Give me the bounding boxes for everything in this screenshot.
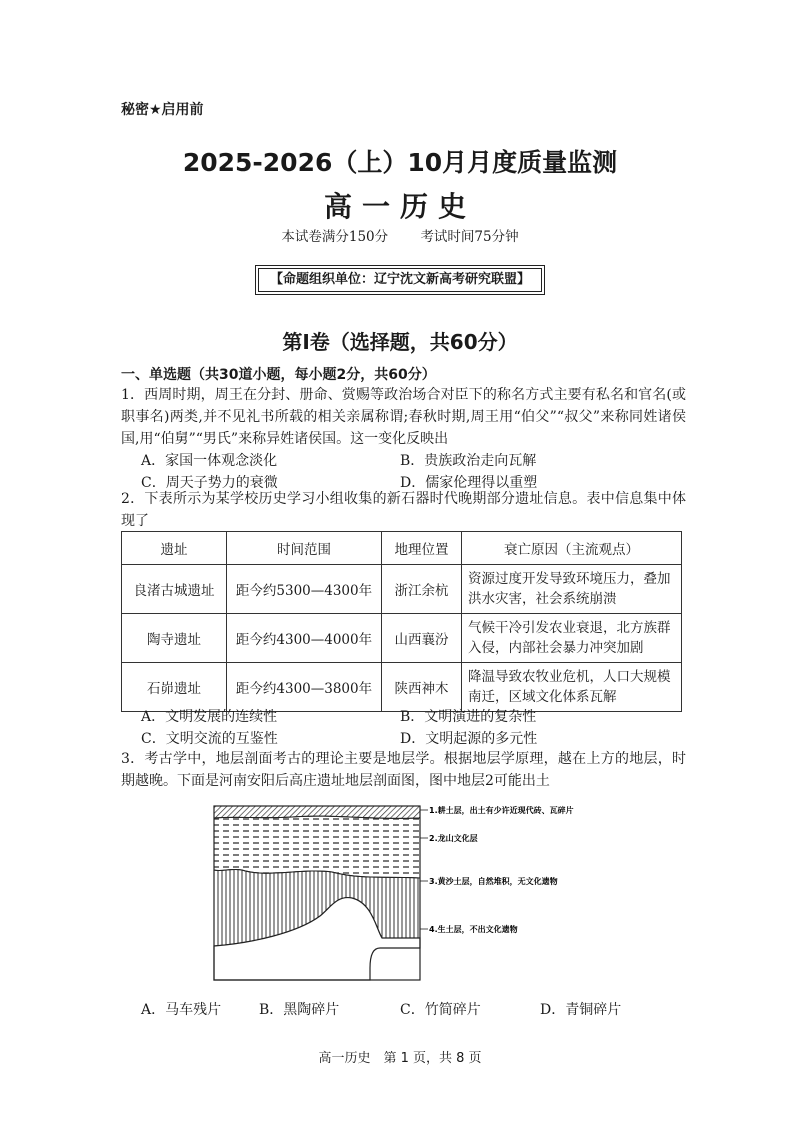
stratigraphy-diagram [212,798,602,988]
table-cell: 距今约4300—3800年 [227,663,382,712]
q2-option-d: D．文明起源的多元性 [400,731,538,747]
table-header-row [122,532,682,565]
exam-title: 2025-2026（上）10月月度质量监测 [182,148,618,177]
q2-option-c: C．文明交流的互鉴性 [141,731,278,747]
q1-option-a: A．家国一体观念淡化 [141,453,278,469]
page-footer: 高一历史 第 1 页，共 8 页 [318,1051,482,1066]
table-header: 地理位置 [382,532,462,565]
question-2-stem: 2．下表所示为某学校历史学习小组收集的新石器时代晚期部分遗址信息。表中信息集中体现了 [121,491,686,529]
sites-table [121,531,682,712]
table-header: 遗址 [122,532,227,565]
table-row [122,614,682,663]
layer-2-longshan [214,816,420,878]
q3-option-c: C．竹简碎片 [400,1002,481,1018]
full-score: 本试卷满分150分 [281,229,389,245]
organizer-box: 【命题组织单位：辽宁沈文新高考研究联盟】 [258,268,542,292]
q2-option-b: B．文明演进的复杂性 [400,709,537,725]
q1-option-b: B．贵族政治走向瓦解 [400,453,537,469]
table-cell: 石峁遗址 [122,663,227,712]
layer-label-1: 1.耕土层，出土有少许近现代砖、瓦碎片 [429,806,574,815]
table-cell: 距今约4300—4000年 [227,614,382,663]
q1-option-d: D．儒家伦理得以重塑 [400,475,538,491]
table-cell: 良渚古城遗址 [122,565,227,614]
confidential-label: 秘密★启用前 [121,102,204,118]
question-1-stem: 1．西周时期，周王在分封、册命、赏赐等政治场合对臣下的称名方式主要有私名和官名(或职事名)两类,并不见礼书所载的相关亲属称谓;春秋时期,周王用“伯父”“叔父”来称同姓诸侯国,用“伯舅”“男氏”来称异姓诸侯国。这一变化反映出 [121,387,686,447]
table-cell: 资源过度开发导致环境压力，叠加洪水灾害，社会系统崩溃 [462,565,682,614]
layer-label-3: 3.黄沙土层，自然堆积，无文化遗物 [429,877,558,886]
exam-time: 考试时间75分钟 [420,229,519,245]
table-cell: 降温导致农牧业危机，人口大规模南迁，区域文化体系瓦解 [462,663,682,712]
layer-label-2: 2.龙山文化层 [429,834,478,843]
q1-option-c: C．周天子势力的衰微 [141,475,278,491]
table-header: 时间范围 [227,532,382,565]
table-cell: 陕西神木 [382,663,462,712]
q3-option-b: B．黑陶碎片 [259,1002,340,1018]
question-3-stem: 3．考古学中，地层剖面考古的理论主要是地层学。根据地层学原理，越在上方的地层，时期越晚。下面是河南安阳后高庄遗址地层剖面图，图中地层2可能出土 [121,751,686,789]
table-cell: 距今约5300—4300年 [227,565,382,614]
table-cell: 浙江余杭 [382,565,462,614]
part-title: 第Ⅰ卷（选择题，共60分） [282,330,518,354]
q3-option-d: D．青铜碎片 [540,1002,622,1018]
exam-meta [0,225,800,245]
table-header: 衰亡原因（主流观点） [462,532,682,565]
table-row [122,663,682,712]
table-cell: 气候干冷引发农业衰退，北方族群入侵，内部社会暴力冲突加剧 [462,614,682,663]
layer-label-4: 4.生土层，不出文化遗物 [429,925,518,934]
section-title: 一、单选题（共30道小题，每小题2分，共60分） [121,367,436,383]
subject-title: 高一历史 [323,190,476,223]
table-cell: 陶寺遗址 [122,614,227,663]
table-cell: 山西襄汾 [382,614,462,663]
table-row [122,565,682,614]
q2-option-a: A．文明发展的连续性 [141,709,278,725]
q3-option-a: A．马车残片 [141,1002,222,1018]
